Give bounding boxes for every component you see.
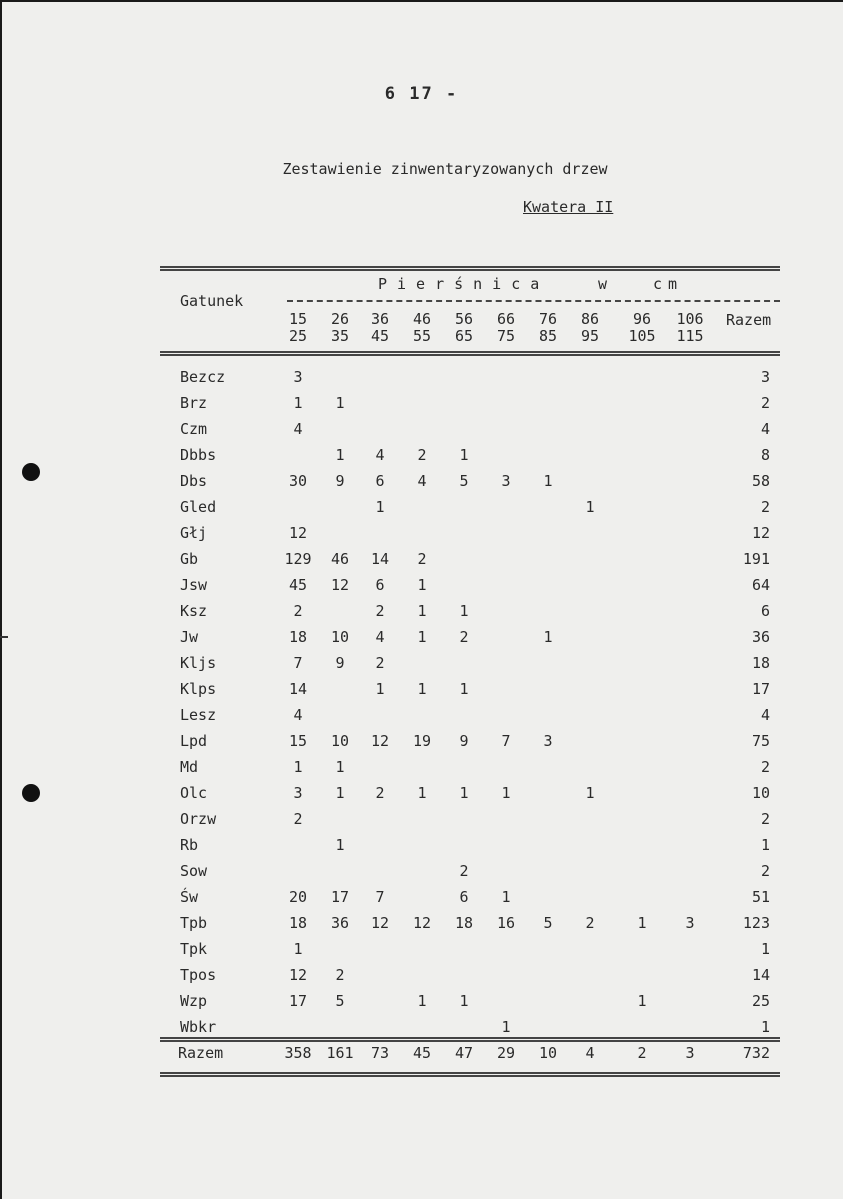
table-cell: 1	[543, 472, 553, 490]
species-name: Olc	[180, 784, 208, 802]
row-total: 123	[742, 914, 770, 932]
row-total: 4	[760, 420, 770, 438]
table-cell: 3	[543, 732, 553, 750]
table-cell: 1	[459, 446, 469, 464]
table-cell: 1	[637, 992, 647, 1010]
table-row	[0, 446, 843, 472]
table-cell: 30	[288, 472, 308, 490]
document-subtitle: Kwatera II	[523, 198, 614, 216]
header-dashed-rule	[287, 300, 780, 302]
table-cell: 2	[375, 602, 385, 620]
row-total: 12	[751, 524, 770, 542]
summary-cell: 45	[412, 1044, 432, 1062]
column-header	[320, 311, 360, 345]
species-name: Gb	[180, 550, 199, 568]
row-total: 17	[751, 680, 770, 698]
species-name: Głj	[180, 524, 208, 542]
column-header-top: 96	[632, 310, 652, 328]
row-total: 14	[751, 966, 770, 984]
column-header-bottom: 65	[454, 327, 474, 345]
table-cell: 4	[375, 628, 385, 646]
column-header	[622, 311, 662, 345]
row-total: 18	[751, 654, 770, 672]
table-row	[0, 888, 843, 914]
table-cell: 12	[370, 914, 390, 932]
species-name: Orzw	[180, 810, 217, 828]
table-cell: 7	[293, 654, 303, 672]
table-cell: 1	[501, 784, 511, 802]
table-cell: 1	[417, 602, 427, 620]
table-row	[0, 914, 843, 940]
table-cell: 1	[335, 394, 345, 412]
table-cell: 2	[293, 810, 303, 828]
table-cell: 4	[375, 446, 385, 464]
table-cell: 2	[585, 914, 595, 932]
summary-total: 732	[742, 1044, 770, 1062]
summary-cell: 10	[538, 1044, 558, 1062]
table-cell: 129	[284, 550, 312, 568]
table-row	[0, 654, 843, 680]
column-header-top: 106	[676, 310, 704, 328]
summary-cell: 3	[685, 1044, 695, 1062]
species-name: Tpb	[180, 914, 208, 932]
table-cell: 2	[417, 446, 427, 464]
column-header-top: 26	[330, 310, 350, 328]
table-cell: 1	[637, 914, 647, 932]
summary-cell: 161	[326, 1044, 354, 1062]
species-name: Ksz	[180, 602, 208, 620]
table-cell: 7	[375, 888, 385, 906]
column-header-top: 86	[580, 310, 600, 328]
table-row	[0, 836, 843, 862]
species-name: Kljs	[180, 654, 217, 672]
summary-cell: 4	[585, 1044, 595, 1062]
table-cell: 3	[293, 784, 303, 802]
table-cell: 2	[335, 966, 345, 984]
column-header	[402, 311, 442, 345]
column-header-bottom: 35	[330, 327, 350, 345]
table-cell: 2	[375, 654, 385, 672]
header-gatunek: Gatunek	[180, 292, 244, 310]
column-header-bottom: 45	[370, 327, 390, 345]
table-cell: 19	[412, 732, 432, 750]
table-row	[0, 498, 843, 524]
species-name: Lpd	[180, 732, 208, 750]
table-row	[0, 602, 843, 628]
row-total: 2	[760, 810, 770, 828]
column-header-top: 76	[538, 310, 558, 328]
column-header	[528, 311, 568, 345]
species-name: Klps	[180, 680, 217, 698]
header-cm: cm	[653, 275, 684, 293]
column-header-bottom: 85	[538, 327, 558, 345]
table-row	[0, 524, 843, 550]
column-header	[570, 311, 610, 345]
table-cell: 1	[375, 498, 385, 516]
species-name: Wzp	[180, 992, 208, 1010]
row-total: 36	[751, 628, 770, 646]
table-top-rule	[160, 266, 780, 271]
table-cell: 12	[412, 914, 432, 932]
column-header	[486, 311, 526, 345]
table-cell: 10	[330, 732, 350, 750]
table-cell: 1	[585, 784, 595, 802]
species-name: Rb	[180, 836, 199, 854]
table-cell: 4	[293, 706, 303, 724]
row-total: 8	[760, 446, 770, 464]
table-cell: 1	[501, 888, 511, 906]
table-row	[0, 992, 843, 1018]
table-cell: 1	[417, 628, 427, 646]
table-row	[0, 758, 843, 784]
row-total: 191	[742, 550, 770, 568]
summary-cell: 2	[637, 1044, 647, 1062]
species-name: Jw	[180, 628, 199, 646]
species-name: Dbbs	[180, 446, 217, 464]
species-name: Św	[180, 888, 199, 906]
species-name: Md	[180, 758, 199, 776]
column-header-top: 46	[412, 310, 432, 328]
table-row	[0, 472, 843, 498]
summary-cell: 358	[284, 1044, 312, 1062]
row-total: 1	[760, 1018, 770, 1036]
row-total: 10	[751, 784, 770, 802]
table-cell: 1	[459, 784, 469, 802]
table-cell: 2	[417, 550, 427, 568]
species-name: Dbs	[180, 472, 208, 490]
column-header-bottom: 55	[412, 327, 432, 345]
table-cell: 1	[335, 446, 345, 464]
row-total: 3	[760, 368, 770, 386]
column-header	[360, 311, 400, 345]
table-cell: 1	[417, 784, 427, 802]
table-cell: 20	[288, 888, 308, 906]
table-bottom-rule	[160, 1072, 780, 1077]
table-cell: 3	[501, 472, 511, 490]
table-cell: 4	[417, 472, 427, 490]
table-cell: 12	[288, 966, 308, 984]
table-cell: 2	[375, 784, 385, 802]
summary-cell: 29	[496, 1044, 516, 1062]
table-cell: 1	[543, 628, 553, 646]
species-name: Tpk	[180, 940, 208, 958]
table-cell: 1	[417, 680, 427, 698]
table-row	[0, 732, 843, 758]
table-cell: 7	[501, 732, 511, 750]
header-piersnica: Pierśnica	[378, 275, 550, 293]
table-cell: 14	[370, 550, 390, 568]
table-cell: 15	[288, 732, 308, 750]
table-cell: 1	[501, 1018, 511, 1036]
page-number: 6 17 -	[384, 84, 459, 104]
summary-cell: 47	[454, 1044, 474, 1062]
table-cell: 1	[293, 394, 303, 412]
row-total: 2	[760, 862, 770, 880]
table-cell: 1	[459, 680, 469, 698]
table-cell: 1	[335, 836, 345, 854]
header-bottom-rule	[160, 351, 780, 356]
table-row	[0, 784, 843, 810]
column-header-bottom: 25	[288, 327, 308, 345]
row-total: 51	[751, 888, 770, 906]
column-header-bottom: 115	[676, 327, 704, 345]
table-row	[0, 940, 843, 966]
table-cell: 14	[288, 680, 308, 698]
table-cell: 17	[330, 888, 350, 906]
column-header-top: 36	[370, 310, 390, 328]
column-header	[278, 311, 318, 345]
species-name: Wbkr	[180, 1018, 217, 1036]
summary-cell: 73	[370, 1044, 390, 1062]
table-cell: 2	[459, 862, 469, 880]
table-cell: 9	[335, 654, 345, 672]
table-cell: 4	[293, 420, 303, 438]
column-header	[444, 311, 484, 345]
table-cell: 1	[293, 940, 303, 958]
table-row	[0, 680, 843, 706]
row-total: 64	[751, 576, 770, 594]
table-cell: 36	[330, 914, 350, 932]
table-row	[0, 966, 843, 992]
species-name: Lesz	[180, 706, 217, 724]
table-summary-top-rule	[160, 1037, 780, 1042]
table-row	[0, 706, 843, 732]
row-total: 1	[760, 940, 770, 958]
table-cell: 1	[459, 992, 469, 1010]
table-row	[0, 550, 843, 576]
species-name: Bezcz	[180, 368, 226, 386]
species-name: Jsw	[180, 576, 208, 594]
row-total: 58	[751, 472, 770, 490]
header-razem: Razem	[726, 311, 772, 329]
row-total: 2	[760, 498, 770, 516]
table-cell: 1	[585, 498, 595, 516]
species-name: Tpos	[180, 966, 217, 984]
table-cell: 17	[288, 992, 308, 1010]
column-header-top: 56	[454, 310, 474, 328]
table-cell: 10	[330, 628, 350, 646]
table-cell: 46	[330, 550, 350, 568]
table-cell: 1	[417, 576, 427, 594]
table-cell: 18	[288, 628, 308, 646]
table-row	[0, 862, 843, 888]
table-cell: 1	[417, 992, 427, 1010]
table-cell: 9	[335, 472, 345, 490]
table-cell: 1	[293, 758, 303, 776]
document-title: Zestawienie zinwentaryzowanych drzew	[282, 160, 608, 178]
column-header-bottom: 75	[496, 327, 516, 345]
table-cell: 5	[459, 472, 469, 490]
table-cell: 1	[335, 784, 345, 802]
table-cell: 5	[543, 914, 553, 932]
table-cell: 9	[459, 732, 469, 750]
table-row	[0, 420, 843, 446]
row-total: 1	[760, 836, 770, 854]
row-total: 75	[751, 732, 770, 750]
species-name: Sow	[180, 862, 208, 880]
table-row	[0, 810, 843, 836]
column-header-bottom: 95	[580, 327, 600, 345]
table-cell: 5	[335, 992, 345, 1010]
table-cell: 1	[459, 602, 469, 620]
species-name: Gled	[180, 498, 217, 516]
table-row	[0, 394, 843, 420]
table-cell: 18	[454, 914, 474, 932]
table-cell: 3	[293, 368, 303, 386]
row-total: 25	[751, 992, 770, 1010]
column-header-top: 15	[288, 310, 308, 328]
table-cell: 12	[288, 524, 308, 542]
header-w: w	[598, 275, 608, 293]
table-row	[0, 628, 843, 654]
table-cell: 12	[370, 732, 390, 750]
row-total: 6	[760, 602, 770, 620]
table-cell: 6	[375, 576, 385, 594]
table-cell: 16	[496, 914, 516, 932]
table-cell: 2	[293, 602, 303, 620]
table-cell: 1	[335, 758, 345, 776]
row-total: 2	[760, 394, 770, 412]
table-row	[0, 576, 843, 602]
table-cell: 18	[288, 914, 308, 932]
table-cell: 3	[685, 914, 695, 932]
table-cell: 1	[375, 680, 385, 698]
summary-label: Razem	[178, 1044, 224, 1062]
table-cell: 6	[459, 888, 469, 906]
table-cell: 45	[288, 576, 308, 594]
species-name: Brz	[180, 394, 208, 412]
species-name: Czm	[180, 420, 208, 438]
table-cell: 2	[459, 628, 469, 646]
row-total: 4	[760, 706, 770, 724]
column-header-bottom: 105	[628, 327, 656, 345]
column-header-top: 66	[496, 310, 516, 328]
table-cell: 12	[330, 576, 350, 594]
row-total: 2	[760, 758, 770, 776]
table-row	[0, 368, 843, 394]
table-cell: 6	[375, 472, 385, 490]
column-header	[670, 311, 710, 345]
